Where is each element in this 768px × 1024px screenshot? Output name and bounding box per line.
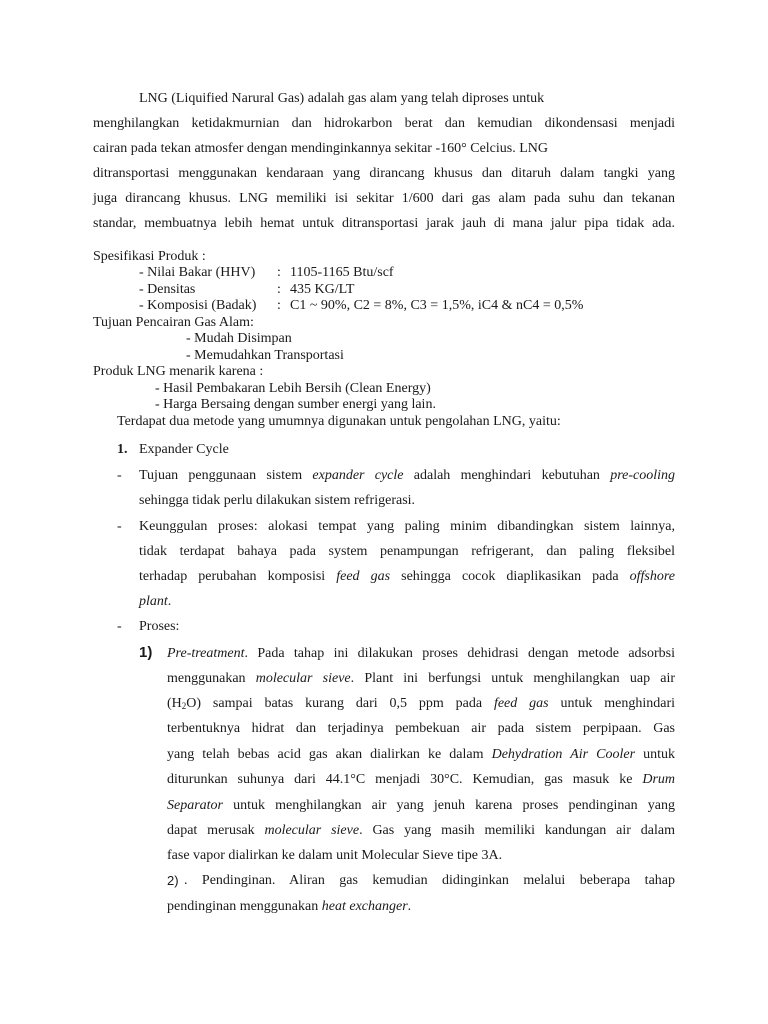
- section-title: Expander Cycle: [139, 442, 229, 457]
- text-run: heat exchanger: [321, 899, 408, 914]
- step1-line: fase vapor dialirkan ke dalam unit Molecular Sieve tipe 3A.: [167, 848, 503, 863]
- purpose-line: sehingga tidak perlu dilakukan sistem refrigerasi.: [139, 493, 416, 508]
- text-run: sehingga cocok diaplikasikan pada: [390, 569, 630, 584]
- purpose-item: - Memudahkan Transportasi: [186, 348, 344, 363]
- intro-line: standar, membuatnya lebih hemat untuk ditransportasi jarak jauh di mana jalur pipa tidak ada.: [93, 216, 675, 231]
- bullet-dash: -: [117, 619, 122, 634]
- spec-label: - Komposisi (Badak): [139, 298, 257, 313]
- text-run: untuk menghindari: [548, 696, 676, 711]
- text-run: Drum: [642, 772, 675, 787]
- text-run: adalah menghindari kebutuhan: [403, 468, 611, 483]
- text-run: offshore: [629, 569, 675, 584]
- intro-line: cairan pada tekan atmosfer dengan mendinginkannya sekitar -160° Celcius. LNG: [93, 141, 548, 156]
- text-run: menggunakan: [167, 671, 256, 686]
- text-run: untuk: [635, 747, 675, 762]
- step2-line: . Pendinginan. Aliran gas kemudian didinginkan melalui beberapa tahap: [184, 873, 675, 888]
- text-run: . Pada tahap ini dilakukan proses dehidrasi dengan metode adsorbsi: [244, 646, 675, 661]
- appeal-item: - Hasil Pembakaran Lebih Bersih (Clean Energy): [155, 381, 431, 396]
- text-run: .: [407, 899, 412, 914]
- text-run: molecular sieve: [264, 823, 360, 838]
- text-run: molecular sieve: [255, 671, 351, 686]
- step1-line: [167, 645, 675, 663]
- step1-line: [167, 670, 675, 688]
- spec-value: 435 KG/LT: [290, 282, 355, 297]
- text-run: pre-cooling: [610, 468, 675, 483]
- text-run: expander cycle: [312, 468, 404, 483]
- methods-intro: Terdapat dua metode yang umumnya digunakan untuk pengolahan LNG, yaitu:: [117, 414, 561, 429]
- text-run: .: [167, 594, 172, 609]
- spec-separator: :: [277, 265, 281, 280]
- text-run: Pre-treatment: [167, 646, 245, 661]
- text-run: feed gas: [493, 696, 549, 711]
- text-run: O) sampai batas kurang dari 0,5 ppm pada: [186, 696, 494, 711]
- appeal-item: - Harga Bersaing dengan sumber energi yang lain.: [155, 397, 436, 412]
- step-number: 1): [139, 644, 153, 661]
- text-run: (H: [167, 696, 182, 711]
- intro-line: menghilangkan ketidakmurnian dan hidrokarbon berat dan kemudian dikondensasi menjadi: [93, 116, 675, 131]
- intro-line: juga dirancang khusus. LNG memiliki isi sekitar 1/600 dari gas alam pada suhu dan tekanan: [93, 191, 675, 206]
- spec-separator: :: [277, 282, 281, 297]
- spec-separator: :: [277, 298, 281, 313]
- text-run: diturunkan suhunya dari 44.1°C menjadi 30°C. Kemudian, gas masuk ke: [167, 772, 643, 787]
- spec-value: C1 ~ 90%, C2 = 8%, C3 = 1,5%, iC4 & nC4 = 0,5%: [290, 298, 584, 313]
- step-number: 2): [167, 873, 179, 888]
- step1-line: [167, 771, 675, 789]
- bullet-dash: -: [117, 519, 122, 534]
- bullet-dash: -: [117, 468, 122, 483]
- step1-line: [167, 695, 675, 715]
- text-run: plant: [139, 594, 168, 609]
- step1-line: terbentuknya hidrat dan terjadinya pembekuan air pada sistem perpipaan. Gas: [167, 721, 675, 736]
- text-run: . Plant ini berfungsi untuk menghilangkan uap air: [350, 671, 676, 686]
- intro-line: ditransportasi menggunakan kendaraan yang dirancang khusus dan ditaruh dalam tangki yang: [93, 166, 675, 181]
- appeal-title: Produk LNG menarik karena :: [93, 364, 264, 379]
- advantage-line: [139, 593, 171, 611]
- text-run: pendinginan menggunakan: [167, 899, 322, 914]
- spec-value: 1105-1165 Btu/scf: [290, 265, 394, 280]
- text-run: Separator: [167, 798, 223, 813]
- step2-line: [167, 872, 179, 891]
- text-run: Tujuan penggunaan sistem: [139, 468, 313, 483]
- advantage-line: tidak terdapat bahaya pada system penampungan refrigerant, dan paling fleksibel: [139, 544, 675, 559]
- step1-line: [167, 746, 675, 764]
- text-run: dapat merusak: [167, 823, 265, 838]
- subscript: 2: [181, 701, 187, 711]
- text-run: . Gas yang masih memiliki kandungan air dalam: [359, 823, 675, 838]
- spec-label: - Densitas: [139, 282, 196, 297]
- advantage-line: Keunggulan proses: alokasi tempat yang paling minim dibandingkan sistem lainnya,: [139, 519, 675, 534]
- process-label: Proses:: [139, 619, 180, 634]
- section-number: 1.: [117, 442, 128, 457]
- step1-line: [167, 797, 675, 815]
- text-run: terhadap perubahan komposisi: [139, 569, 337, 584]
- text-run: untuk menghilangkan air yang jenuh karena proses pendinginan yang: [223, 798, 675, 813]
- text-run: Dehydration Air Cooler: [491, 747, 636, 762]
- purpose-line: [139, 467, 675, 485]
- step1-line: [167, 822, 675, 840]
- spec-title: Spesifikasi Produk :: [93, 249, 206, 264]
- purpose-title: Tujuan Pencairan Gas Alam:: [93, 315, 254, 330]
- text-run: yang telah bebas acid gas akan dialirkan ke dalam: [167, 747, 492, 762]
- text-run: feed gas: [336, 569, 391, 584]
- step2-line: [167, 898, 411, 916]
- intro-line: LNG (Liquified Narural Gas) adalah gas alam yang telah diproses untuk: [139, 91, 545, 106]
- advantage-line: [139, 568, 675, 586]
- purpose-item: - Mudah Disimpan: [186, 331, 292, 346]
- spec-label: - Nilai Bakar (HHV): [139, 265, 256, 280]
